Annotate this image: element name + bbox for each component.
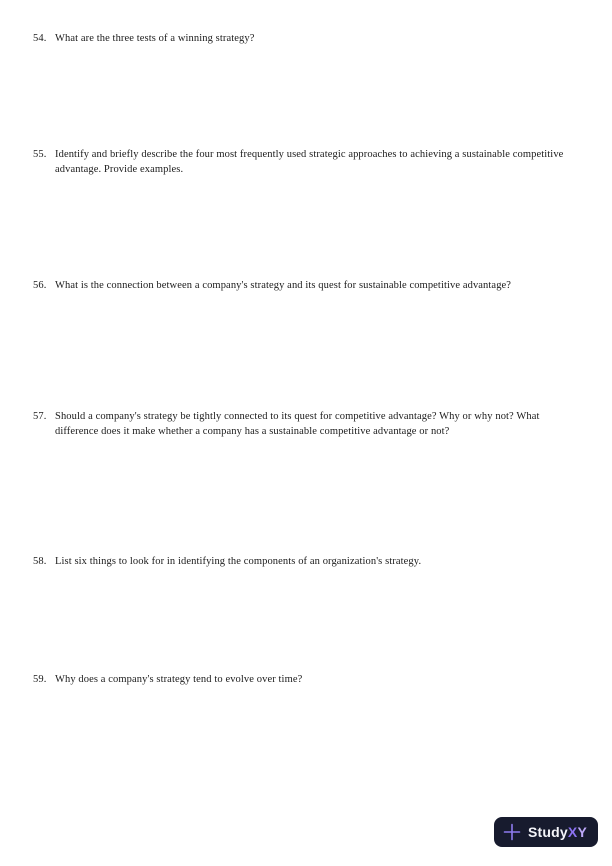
question-number: 58. <box>33 556 47 567</box>
logo-wordmark <box>528 824 587 840</box>
question-number: 55. <box>33 149 47 160</box>
question-number: 57. <box>33 411 47 422</box>
question-text: What are the three tests of a winning strategy? <box>55 33 255 44</box>
question-number: 56. <box>33 280 47 291</box>
question-text: Identify and briefly describe the four most frequently used strategic approaches to achieving a sustainable competitive advantage. Provide examples. <box>55 149 564 175</box>
question-text: What is the connection between a company's strategy and its quest for sustainable competitive advantage? <box>55 280 512 291</box>
logo-text-y: Y <box>577 824 587 840</box>
plus-icon <box>503 823 521 841</box>
question-number: 59. <box>33 674 47 685</box>
question-text: Should a company's strategy be tightly connected to its quest for competitive advantage? Why or why not? What difference does it make whether a company has a sustainable competitive advantage or not? <box>55 411 540 437</box>
question-item <box>33 32 579 47</box>
question-item <box>33 673 579 688</box>
question-item <box>33 148 579 177</box>
question-item <box>33 410 579 439</box>
logo-text-study: Study <box>528 824 568 840</box>
question-text: List six things to look for in identifying the components of an organization's strategy. <box>55 556 422 567</box>
question-number: 54. <box>33 33 47 44</box>
logo-text-x: X <box>567 824 578 840</box>
question-item <box>33 555 579 570</box>
question-item <box>33 279 579 294</box>
question-text: Why does a company's strategy tend to evolve over time? <box>55 674 303 685</box>
studyxy-logo-badge <box>494 817 598 847</box>
